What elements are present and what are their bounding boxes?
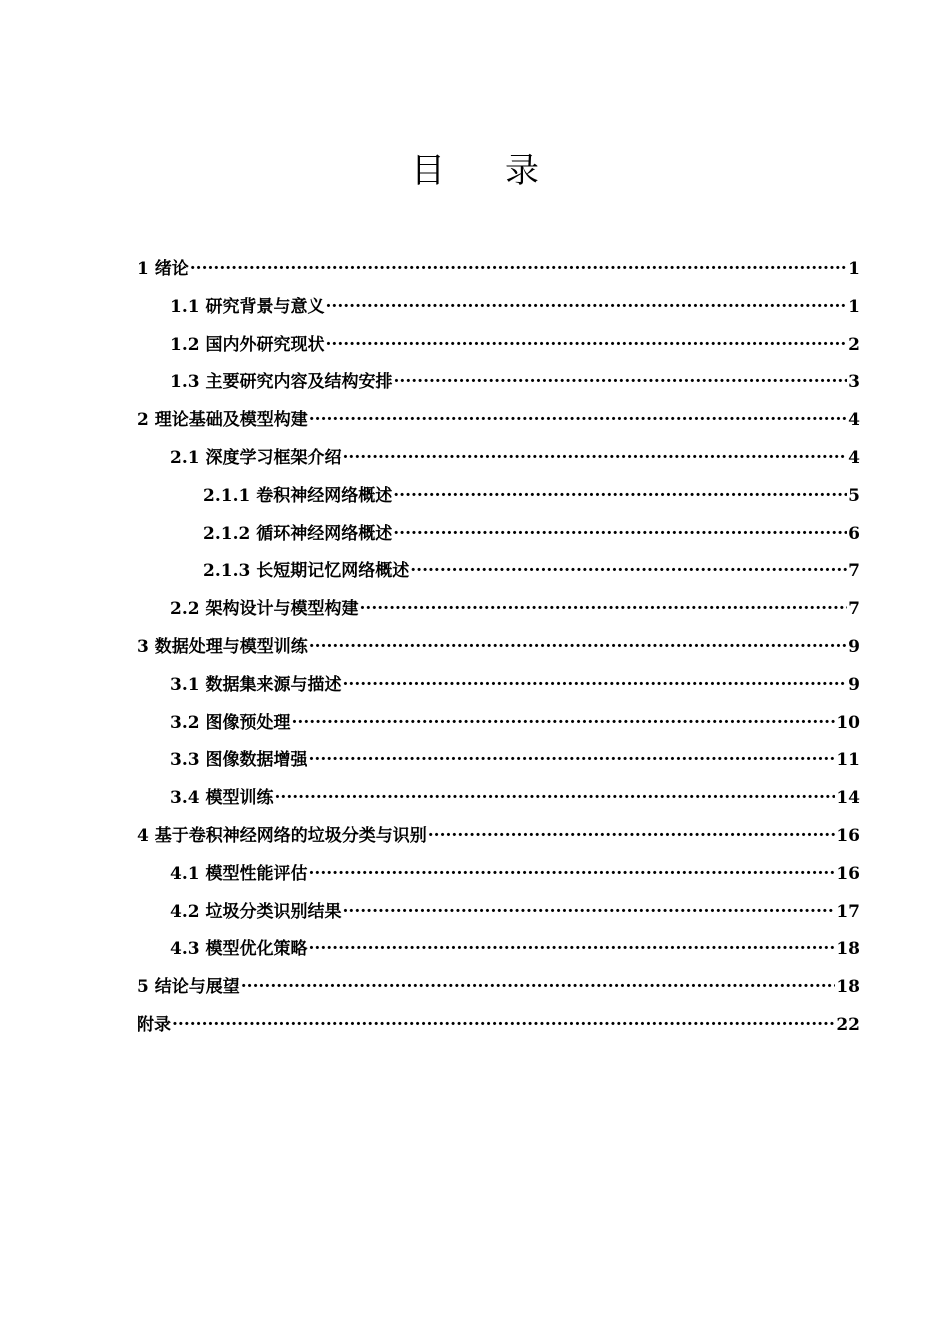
toc-entry[interactable]	[137, 556, 860, 594]
toc-entry[interactable]	[137, 632, 860, 670]
toc-entry[interactable]	[137, 292, 860, 330]
toc-entry[interactable]	[137, 934, 860, 972]
toc-entry-page-number: 1	[848, 296, 860, 317]
toc-entry-title: 3.2 图像预处理	[170, 712, 291, 733]
toc-entry[interactable]	[137, 405, 860, 443]
toc-leader-dots	[393, 484, 847, 501]
toc-entry-title: 2.2 架构设计与模型构建	[170, 599, 359, 620]
toc-entry-title: 4 基于卷积神经网络的垃圾分类与识别	[137, 825, 427, 846]
toc-entry-title: 5 结论与展望	[137, 977, 240, 998]
toc-leader-dots	[343, 900, 836, 917]
toc-entry-page-number: 16	[836, 863, 860, 884]
table-of-contents	[137, 254, 860, 1048]
toc-entry[interactable]	[137, 443, 860, 481]
toc-entry-page-number: 16	[836, 825, 860, 846]
toc-entry[interactable]	[137, 972, 860, 1010]
toc-entry[interactable]	[137, 594, 860, 632]
toc-leader-dots	[241, 975, 836, 992]
toc-entry-title: 2.1.2 循环神经网络概述	[203, 523, 393, 544]
toc-entry-title: 2.1.3 长短期记忆网络概述	[203, 561, 410, 582]
toc-entry[interactable]	[137, 481, 860, 519]
toc-leader-dots	[292, 711, 836, 728]
toc-entry[interactable]	[137, 897, 860, 935]
toc-entry-title: 2.1.1 卷积神经网络概述	[203, 485, 393, 506]
toc-leader-dots	[393, 522, 847, 539]
toc-leader-dots	[275, 786, 836, 803]
toc-entry[interactable]	[137, 519, 860, 557]
toc-leader-dots	[190, 257, 847, 274]
toc-leader-dots	[309, 862, 836, 879]
page-title	[0, 143, 950, 192]
toc-entry-page-number: 9	[848, 674, 860, 695]
toc-entry-page-number: 10	[836, 712, 860, 733]
toc-entry[interactable]	[137, 783, 860, 821]
toc-entry-page-number: 4	[848, 447, 860, 468]
toc-entry-title: 3 数据处理与模型训练	[137, 636, 308, 657]
toc-entry[interactable]	[137, 859, 860, 897]
toc-leader-dots	[326, 295, 848, 312]
toc-entry-page-number: 9	[848, 636, 860, 657]
toc-entry-page-number: 17	[836, 901, 860, 922]
toc-leader-dots	[172, 1013, 835, 1030]
toc-entry-page-number: 18	[836, 939, 860, 960]
toc-leader-dots	[410, 559, 847, 576]
toc-entry-page-number: 22	[836, 1014, 860, 1035]
toc-entry-title: 1.2 国内外研究现状	[170, 334, 325, 355]
toc-leader-dots	[394, 370, 848, 387]
toc-leader-dots	[309, 635, 847, 652]
toc-entry[interactable]	[137, 330, 860, 368]
toc-entry-page-number: 6	[848, 523, 860, 544]
toc-entry[interactable]	[137, 1010, 860, 1048]
toc-entry-title: 3.1 数据集来源与描述	[170, 674, 342, 695]
toc-entry[interactable]	[137, 708, 860, 746]
toc-leader-dots	[309, 408, 847, 425]
toc-entry-page-number: 11	[836, 750, 860, 771]
toc-entry-page-number: 1	[848, 259, 860, 279]
title-char-1: 目	[411, 151, 445, 191]
toc-entry[interactable]	[137, 367, 860, 405]
toc-leader-dots	[309, 937, 836, 954]
toc-leader-dots	[360, 597, 848, 614]
toc-entry[interactable]	[137, 254, 860, 292]
toc-leader-dots	[343, 673, 848, 690]
toc-entry-page-number: 2	[848, 334, 860, 355]
toc-leader-dots	[428, 824, 836, 841]
toc-entry-title: 附录	[137, 1014, 171, 1035]
toc-entry-page-number: 14	[836, 788, 860, 809]
toc-entry-title: 4.3 模型优化策略	[170, 939, 308, 960]
toc-entry-title: 3.3 图像数据增强	[170, 750, 308, 771]
toc-entry-page-number: 7	[848, 599, 860, 620]
toc-entry-page-number: 5	[848, 485, 860, 506]
toc-leader-dots	[326, 333, 848, 350]
toc-entry-title: 2 理论基础及模型构建	[137, 410, 308, 431]
toc-entry-title: 1 绪论	[137, 259, 189, 279]
toc-entry-title: 3.4 模型训练	[170, 788, 274, 809]
toc-entry-title: 2.1 深度学习框架介绍	[170, 447, 342, 468]
toc-leader-dots	[309, 748, 836, 765]
toc-entry-page-number: 18	[836, 977, 860, 998]
toc-entry-page-number: 7	[848, 561, 860, 582]
toc-entry-title: 4.2 垃圾分类识别结果	[170, 901, 342, 922]
toc-entry[interactable]	[137, 745, 860, 783]
toc-entry-title: 4.1 模型性能评估	[170, 863, 308, 884]
toc-leader-dots	[343, 446, 848, 463]
toc-entry-title: 1.1 研究背景与意义	[170, 296, 325, 317]
toc-entry[interactable]	[137, 670, 860, 708]
toc-entry-page-number: 4	[848, 410, 860, 431]
toc-entry-title: 1.3 主要研究内容及结构安排	[170, 372, 393, 393]
toc-entry-page-number: 3	[848, 372, 860, 393]
title-char-2: 录	[505, 151, 539, 191]
toc-entry[interactable]	[137, 821, 860, 859]
